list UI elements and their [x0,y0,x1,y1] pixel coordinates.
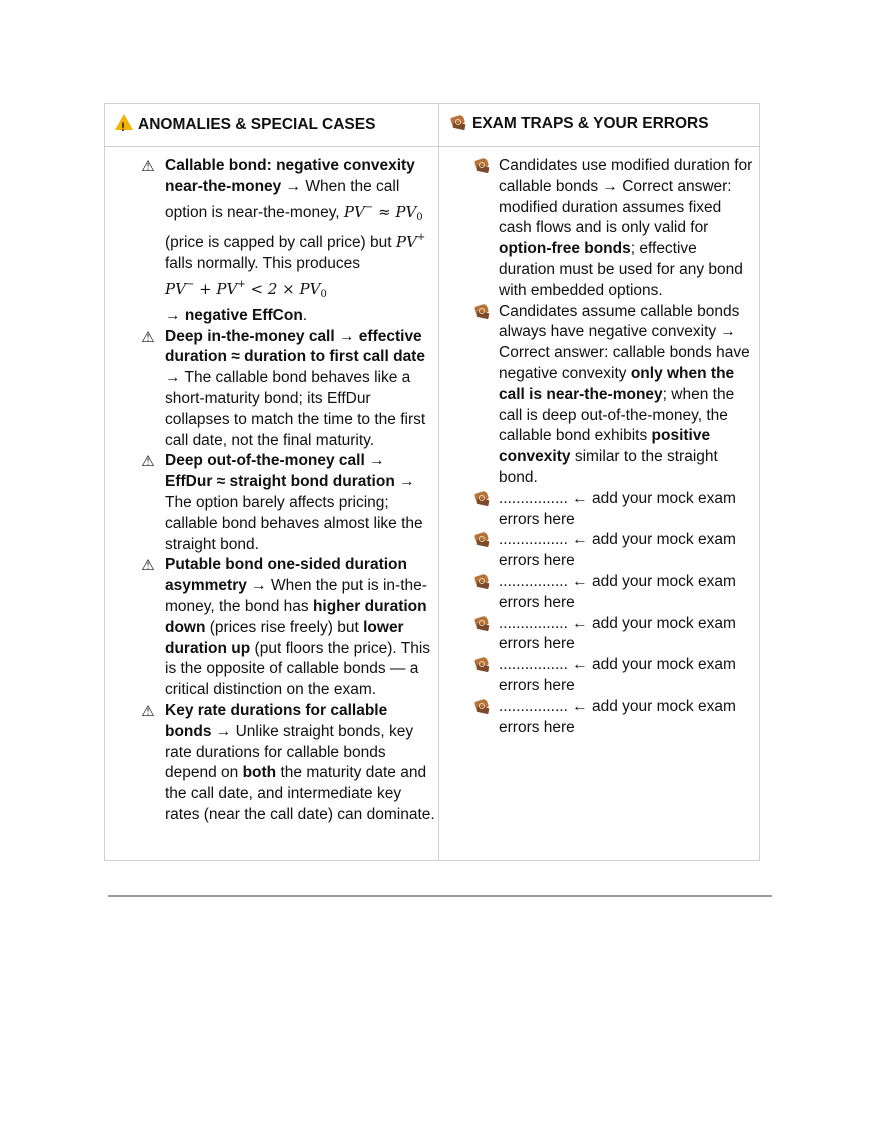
mouse-trap-icon [473,490,491,510]
anomaly-text: → When the put is in-the-money, the bond has [165,577,427,615]
mouse-trap-icon [473,573,491,593]
anomalies-header-label: ANOMALIES & SPECIAL CASES [138,115,376,133]
error-placeholder[interactable] [473,614,755,656]
warning-outline-icon: ⚠ [141,702,155,720]
trap-item [473,302,755,489]
anomaly-title: Key rate durations for callable bonds [165,701,388,740]
placeholder-text: ................ ← add your mock exam errors here [499,697,736,736]
traps-header [448,113,709,135]
warning-icon [114,113,134,136]
anomaly-emphasis: lower duration up [165,618,404,657]
anomaly-text: (prices rise freely) but [205,618,364,636]
error-placeholder[interactable] [473,489,755,531]
anomaly-text: the maturity date and the call date, and intermediate key rates (near the call date) can dominate. [165,764,435,823]
column-divider [438,104,439,860]
placeholder-text: ................ ← add your mock exam errors here [499,572,736,611]
header-divider [105,146,759,147]
anomaly-text: → [165,306,185,324]
content-table [104,103,760,861]
warning-outline-icon: ⚠ [141,557,155,575]
anomaly-title: Callable bond: negative convexity near-the-money [165,157,415,195]
error-placeholder[interactable] [473,530,755,572]
anomaly-text: → When the call option is near-the-money, [165,177,400,221]
traps-list [473,156,755,738]
anomaly-title: Putable bond one-sided duration asymmetry [165,556,407,595]
anomaly-emphasis: higher duration down [165,597,427,636]
anomaly-item [139,327,435,452]
mouse-trap-icon [448,113,468,135]
anomalies-list [139,156,435,826]
anomaly-text: → The option barely affects pricing; callable bond behaves almost like the straight bond. [165,473,423,553]
placeholder-text: ................ ← add your mock exam errors here [499,656,736,694]
math-inequality: $PV^- + PV^+ < 2 \times PV_0$ [165,278,327,300]
mouse-trap-icon [473,303,491,323]
mouse-trap-icon [473,615,491,635]
anomaly-text: → [364,452,385,470]
anomaly-title: Deep out-of-the-money call [165,452,365,470]
mouse-trap-icon [473,656,491,676]
anomaly-text: → Unlike straight bonds, key rate durations for callable bonds depend on [165,722,414,782]
anomaly-text: → The callable bond behaves like a short-maturity bond; its EffDur collapses to match the time to the first call date, not the final maturity. [165,369,426,449]
traps-header-label: EXAM TRAPS & YOUR ERRORS [472,115,709,132]
warning-outline-icon: ⚠ [141,328,155,346]
error-placeholder[interactable] [473,697,755,739]
placeholder-text: ................ ← add your mock exam errors here [499,614,736,653]
warning-outline-icon: ⚠ [141,453,155,471]
placeholder-text: ................ ← add your mock exam errors here [499,489,736,528]
trap-emphasis: positive convexity [499,427,711,466]
error-placeholder[interactable] [473,655,755,697]
trap-text: similar to the straight bond. [499,448,718,486]
error-placeholder[interactable] [473,572,755,614]
anomalies-header [114,113,375,136]
anomaly-emphasis: negative EffCon [184,306,303,324]
anomaly-emphasis: EffDur ≈ straight bond duration [165,473,395,491]
anomaly-item [139,156,435,327]
trap-emphasis: only when the call is near-the-money [499,364,735,403]
trap-text: Candidates use modified duration for callable bonds → Correct answer: modified duration assumes fixed cash flows and is only valid for [499,157,753,237]
trap-item [473,156,755,302]
trap-emphasis: option-free bonds [499,240,631,258]
mouse-trap-icon [473,698,491,718]
trap-text: ; when the call is deep out-of-the-money, the callable bond exhibits [499,385,735,445]
math-pv-plus: PV+ [395,232,426,252]
trap-text: Candidates assume callable bonds always have negative convexity → Correct answer: callable bonds have negative convexity [499,302,750,382]
mouse-trap-icon [473,531,491,551]
anomaly-emphasis: both [242,764,277,782]
warning-outline-icon: ⚠ [141,158,155,175]
anomaly-text: . [302,306,308,324]
anomaly-item [139,451,435,555]
anomaly-item [139,555,435,701]
trap-text: ; effective duration must be used for any bond with embedded options. [499,240,743,299]
anomaly-title: Deep in-the-money call → effective duration ≈ duration to first call date [165,327,425,366]
math-pv-minus: $PV^- \approx PV_0$ [343,201,423,223]
placeholder-text: ................ ← add your mock exam errors here [499,531,736,570]
mouse-trap-icon [473,157,491,177]
anomaly-item [139,701,435,826]
horizontal-rule [108,895,772,897]
anomaly-text: (put floors the price). This is the opposite of callable bonds — a critical distinction on the exam. [165,639,431,699]
anomaly-text: (price is capped by call price) but [165,234,396,252]
anomaly-text: falls normally. This produces [165,255,360,273]
